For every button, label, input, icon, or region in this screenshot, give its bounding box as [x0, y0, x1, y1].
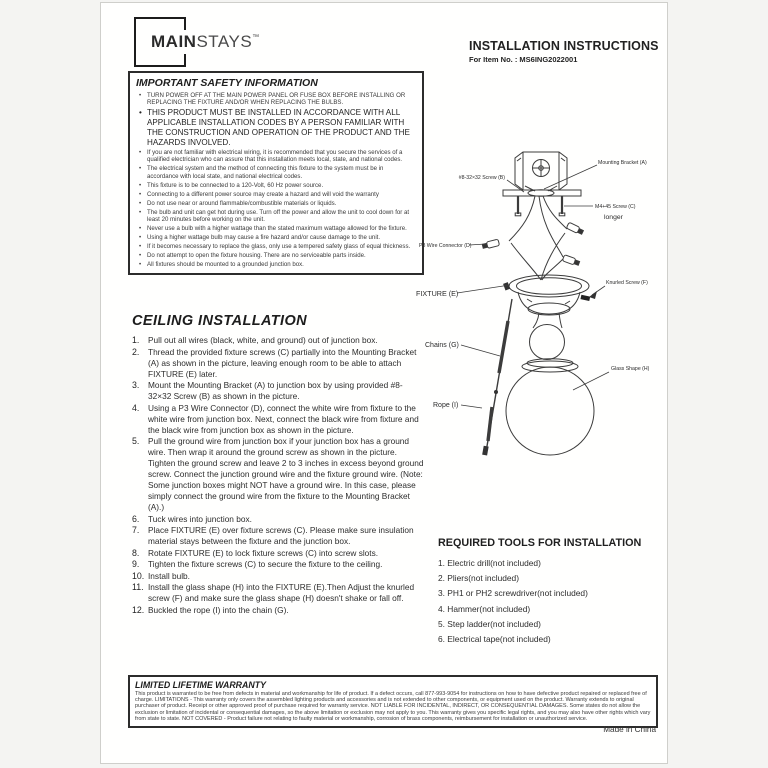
step-text: Pull out all wires (black, white, and ground) out of junction box.	[148, 335, 378, 345]
wire-connector-bottom	[562, 255, 580, 267]
step-number: 5.	[132, 436, 140, 446]
step-text: Thread the provided fixture screws (C) partially into the Mounting Bracket (A) as shown in the picture, leaving enough room to be able to attach FIXTURE (E) later.	[148, 346, 417, 379]
safety-bullet-list	[136, 92, 416, 268]
step-number: 2.	[132, 346, 140, 357]
step-number: 4.	[132, 402, 140, 413]
safety-bullet-text: The electrical system and the method of connecting this fixture to the system must be in accordance with local state, and national electrical codes.	[147, 165, 384, 180]
safety-bullet-text: This fixture is to be connected to a 120-Volt, 60 Hz power source.	[147, 181, 324, 189]
safety-bullet	[136, 225, 416, 232]
label-wire-connector: P3 Wire Connector (D)	[419, 243, 472, 249]
installation-step	[132, 548, 424, 559]
knurled-screw	[580, 295, 590, 301]
step-text: Place FIXTURE (E) over fixture screws (C). Please make sure insulation material stays between the fixture and the junction box.	[148, 525, 414, 546]
wire-connector-top	[566, 222, 584, 235]
safety-bullet-text: THIS PRODUCT MUST BE INSTALLED IN ACCORDANCE WITH ALL APPLICABLE INSTALLATION CODES BY A PERSON FAMILIAR WITH THE CONSTRUCTION AND OPERATION OF THE PRODUCT AND THE HAZARDS INVOLVED.	[147, 108, 410, 147]
label-glass-shape: Glass Shape (H)	[611, 366, 650, 372]
safety-bullet-text: Do not attempt to open the fixture housing. There are no serviceable parts inside.	[147, 252, 366, 260]
safety-bullet-text: TURN POWER OFF AT THE MAIN POWER PANEL OR FUSE BOX BEFORE INSTALLING OR REPLACING THE FIXTURE AND/OR WHEN REPLACING THE BULBS.	[147, 92, 406, 107]
logo-wordmark	[149, 30, 262, 54]
safety-bullet	[136, 191, 416, 198]
installation-step	[132, 514, 424, 525]
required-tools-section	[438, 537, 673, 647]
warranty-body-text: This product is warranted to be free from defects in material and workmanship for life of product. If a defect occurs, call 877-993-9054 for instructions on how to have defective product repaired or replaced free of charge. LIMITATIONS - This warranty only covers the assembled lighting products and accessories and is not extended to other components, or equipment used on the product. Warranty extends to original purchaser of product. Receipt or other approved proof of purchase required for warranty service. NOT LIABLE FOR INCIDENTAL, INDIRECT, OR CONSEQUENTIAL DAMAGES. Some states do not allow the exclusion or limitation of incidental or consequential damages, so the above limitation or exclusion may not apply to you. This warranty gives you specific legal rights, and you may also have other rights which vary from state to state. NOT COVERED - Product failure not relating to faulty material or workmanship, corrosion of brass components, reimbursement for installation or unauthorized service.	[135, 691, 651, 722]
safety-bullet	[136, 182, 416, 189]
installation-step	[132, 571, 424, 582]
safety-bullet	[136, 165, 416, 180]
safety-bullet-text: If it becomes necessary to replace the glass, only use a tempered safety glass of equal thickness.	[147, 243, 411, 251]
wire	[509, 196, 535, 241]
installation-step	[132, 605, 424, 616]
warranty-title: LIMITED LIFETIME WARRANTY	[135, 680, 266, 690]
installation-step	[132, 559, 424, 570]
item-number: For Item No. : MS6ING2022001	[469, 55, 578, 64]
page-title: INSTALLATION INSTRUCTIONS	[469, 39, 659, 53]
step-text: Tuck wires into junction box.	[148, 513, 252, 524]
label-screw-c-longer: longer	[604, 214, 623, 221]
installation-step	[132, 347, 424, 380]
fixture-canopy	[509, 275, 589, 297]
tool-item: 4. Hammer(not included)	[438, 603, 531, 614]
safety-bullet	[136, 234, 416, 241]
fixture-exploded-diagram	[411, 149, 681, 479]
required-tools-title: REQUIRED TOOLS FOR INSTALLATION	[438, 537, 642, 549]
safety-bullet	[136, 149, 416, 164]
installation-steps	[132, 335, 424, 616]
logo-main-text: MAIN	[151, 32, 197, 51]
installation-step	[132, 380, 424, 402]
step-text: Install bulb.	[148, 570, 190, 581]
installation-step	[132, 582, 424, 604]
warranty-box	[128, 675, 658, 728]
tool-item: 2. Pliers(not included)	[438, 573, 519, 584]
mainstays-logo	[134, 15, 354, 67]
tool-item: 6. Electrical tape(not included)	[438, 634, 551, 645]
glass-globe	[506, 367, 594, 455]
step-number: 3.	[132, 380, 140, 390]
made-in-china-text: Made in China	[603, 725, 656, 734]
diagram-linework	[457, 152, 609, 455]
step-number: 7.	[132, 525, 140, 535]
safety-bullet-text: All fixtures should be mounted to a grounded junction box.	[147, 261, 304, 269]
tool-item: 5. Step ladder(not included)	[438, 618, 541, 629]
installation-step	[132, 335, 424, 346]
light-bulb	[530, 325, 565, 360]
step-text: Install the glass shape (H) into the FIXTURE (E).Then Adjust the knurled screw (F) and make sure the glass shape (H) doesn't shake or fall off.	[148, 582, 415, 603]
label-chains: Chains (G)	[425, 342, 459, 349]
safety-bullet	[136, 92, 416, 107]
tool-item: 3. PH1 or PH2 screwdriver(not included)	[438, 588, 588, 599]
safety-bullet	[136, 200, 416, 207]
step-number: 8.	[132, 547, 140, 558]
step-number: 6.	[132, 513, 140, 524]
installation-step	[132, 436, 424, 513]
safety-bullet	[136, 108, 416, 147]
label-rope: Rope (I)	[433, 402, 459, 409]
label-knurled-screw: Knurled Screw (F)	[606, 280, 648, 286]
label-mounting-bracket: Mounting Bracket (A)	[598, 160, 647, 166]
label-screw-c: M4+45 Screw (C)	[595, 204, 636, 210]
mounting-bracket-bar	[503, 190, 581, 196]
step-number: 11.	[132, 582, 144, 592]
step-text: Using a P3 Wire Connector (D), connect the white wire from fixture to the white wire from junction box. Next, connect the black wire from fixture and the black wire from junction box as shown in the picture.	[148, 402, 419, 435]
logo-rest-text: STAYS	[196, 32, 253, 51]
step-number: 1.	[132, 335, 140, 345]
safety-bullet-text: The bulb and unit can get hot during use. Turn off the power and allow the unit to cool down for at least 20 minutes before working on the unit.	[147, 208, 410, 224]
installation-step	[132, 525, 424, 547]
leader-lines	[457, 165, 609, 408]
step-number: 9.	[132, 559, 140, 569]
tools-list	[438, 556, 673, 647]
instruction-sheet-page	[100, 2, 668, 764]
step-text: Pull the ground wire from junction box if your junction box has a ground wire. Then wrap it around the ground screw as shown in the picture. Tighten the ground screw and leave 2 to 3 inches in excess beyond ground screw. Connect the junction ground wire and the fixture ground wire. (Note: Some junction boxes might NOT have a ground wire. In this case, please simply connect the ground wire from the fixture to the Mounting Bracket (A).)	[148, 436, 424, 512]
document-header	[469, 39, 665, 64]
safety-bullet	[136, 243, 416, 250]
arrowhead	[589, 291, 597, 299]
safety-bullet	[136, 209, 416, 224]
step-text: Rotate FIXTURE (E) to lock fixture screws (C) into screw slots.	[148, 547, 379, 558]
safety-bullet	[136, 261, 416, 268]
step-number: 12.	[132, 604, 145, 615]
safety-information-box	[128, 71, 424, 275]
installation-step	[132, 403, 424, 436]
step-text: Tighten the fixture screws (C) to secure the fixture to the ceiling.	[148, 559, 383, 569]
ceiling-installation-title: CEILING INSTALLATION	[132, 313, 308, 329]
safety-bullet-text: Do not use near or around flammable/combustible materials or liquids.	[147, 199, 337, 207]
safety-title: IMPORTANT SAFETY INFORMATION	[136, 77, 318, 89]
label-screw-b: #8-32×32 Screw (B)	[458, 175, 505, 181]
safety-bullet-text: Connecting to a different power source may create a hazard and will void the warranty	[147, 190, 379, 198]
tool-item: 1. Electric drill(not included)	[438, 558, 541, 568]
label-fixture: FIXTURE (E)	[416, 289, 459, 298]
globe-collar	[527, 359, 573, 367]
safety-bullet	[136, 252, 416, 259]
step-text: Mount the Mounting Bracket (A) to junction box by using provided #8-32×32 Screw (B) as shown in the picture.	[148, 380, 403, 401]
diagram-labels	[416, 160, 650, 409]
safety-bullet-text: Never use a bulb with a higher wattage than the stated maximum wattage allowed for the fixture.	[147, 225, 407, 233]
bulb-neck	[533, 313, 539, 328]
safety-bullet-text: If you are not familiar with electrical wiring, it is recommended that you secure the services of a qualified electrician who can assure that this installation meets local, state, and national codes.	[147, 148, 403, 164]
trademark-symbol: ™	[252, 34, 260, 41]
safety-bullet-text: Using a higher wattage bulb may cause a fire hazard and/or cause damage to the unit.	[147, 234, 381, 242]
step-number: 10.	[132, 570, 145, 581]
step-text: Buckled the rope (I) into the chain (G).	[148, 604, 289, 615]
